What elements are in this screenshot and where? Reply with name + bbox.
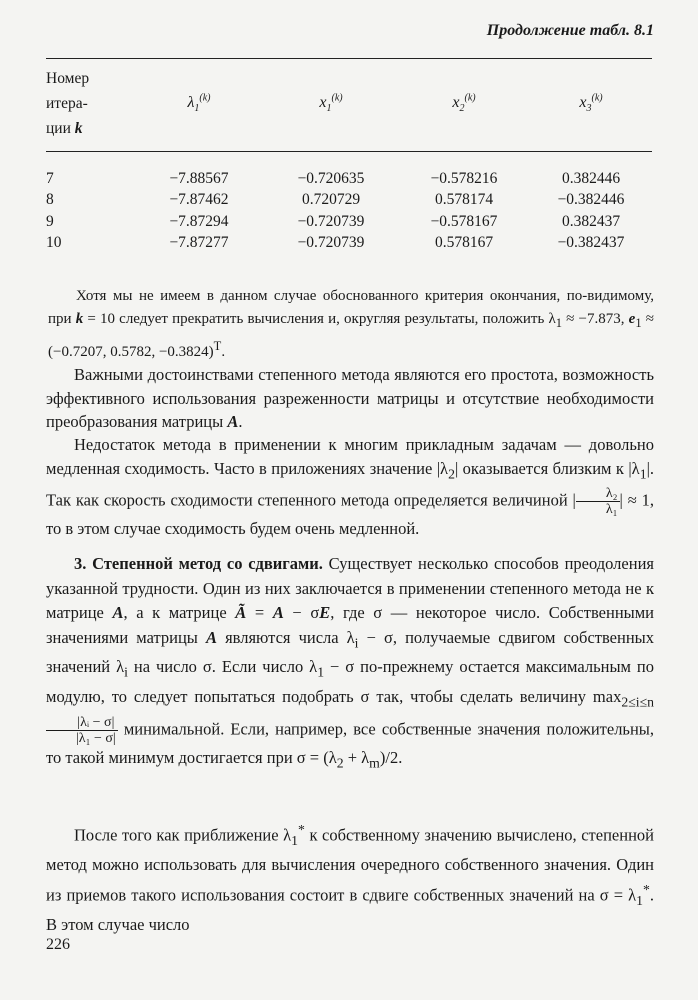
paragraph-disadvantage: Недостаток метода в применении к многим прикладным задачам — довольно медленная сходимость. Часто в приложениях значение $|\lambda_2|$ оказывается близким к $|\lambda_1|$. Так как скорость сходимости степенного метода определяется величиной | $\frac{\text{λ₂}}{\text{λ₁}}$ | ≈ 1, то в этом случае сходимость будем очень медленной. bbox=[46, 435, 655, 539]
table-cell: −0.578167 bbox=[430, 212, 498, 230]
header-k-symbol: k bbox=[74, 119, 83, 137]
header-iteration-number bbox=[46, 59, 134, 152]
table-row bbox=[46, 233, 652, 255]
header-lambda: $\lambda_1^{(k)}$ bbox=[134, 59, 264, 152]
paragraph-advantages: Важными достоинствами степенного метода являются его простота, возможность эффективного использования разреженности матрицы и отсутствие необходимости преобразования матрицы A. bbox=[46, 365, 654, 431]
table-row bbox=[46, 211, 652, 233]
page-number: 226 bbox=[46, 936, 70, 953]
continuation-header: Продолжение табл. 8.1 bbox=[486, 22, 654, 39]
table-header-row bbox=[46, 59, 652, 152]
table-cell: −7.87277 bbox=[169, 234, 229, 252]
table-cell: 0.382437 bbox=[561, 212, 621, 230]
table-cell: 9 bbox=[46, 212, 54, 230]
table-cell: −0.720739 bbox=[297, 212, 365, 230]
table-cell: 0.578167 bbox=[434, 234, 494, 252]
table-cell: −7.87294 bbox=[169, 212, 229, 230]
table-row bbox=[46, 152, 652, 190]
header-x1: $x_1^{(k)}$ bbox=[264, 59, 398, 152]
max-ratio-fraction: $\frac{\text{|λᵢ − σ|}}{\text{|λ₁ − σ|}}$ bbox=[46, 715, 118, 746]
header-line: итера- bbox=[46, 94, 88, 112]
table-cell: 0.578174 bbox=[434, 191, 494, 209]
table-cell: −0.578216 bbox=[430, 169, 498, 187]
header-line: Номер bbox=[46, 69, 90, 87]
table-cell: 0.720729 bbox=[301, 191, 361, 209]
paragraph-shift-method: 3. Степенной метод со сдвигами. Существует несколько способов преодоления указанной трудности. Один из них заключается в применении степенного метода не к матрице A, а к матрице Ã = A − σE, где σ — некоторое число. Собственными значениями матрицы A являются числа $\lambda_i - \sigma$, получаемые сдвигом собственных значений $\lambda_i$ на число σ. Если число $\lambda_1 - \sigma$ по-прежнему остается максимальным по модулю, то следует попытаться подобрать σ так, чтобы сделать величину $\max_{2\le i\le n}$ $\frac{\text{|λᵢ − σ|}}{\text{|λ₁ − σ|}}$ минимальной. Если, например, все собственные значения положительны, то такой минимум достигается при $\sigma = (\lambda_2 + \lambda_m)/2$. bbox=[46, 554, 655, 771]
iteration-table bbox=[46, 58, 652, 254]
paragraph-stopping-criterion: Хотя мы не имеем в данном случае обоснованного критерия окончания, по-видимому, при k = 10 следует прекратить вычисления и, округляя результаты, положить $\lambda_1 \approx -7.873$, $e_1 \approx (-0.7207$, 0.5782, −0.3824)$^T$. bbox=[48, 288, 654, 360]
table-cell: −0.720635 bbox=[297, 169, 365, 187]
table-cell: −0.382446 bbox=[557, 191, 625, 209]
header-x3: $x_3^{(k)}$ bbox=[530, 59, 652, 152]
table-cell: −7.88567 bbox=[169, 169, 229, 187]
table-cell: −0.382437 bbox=[557, 234, 625, 252]
header-x2: $x_2^{(k)}$ bbox=[398, 59, 530, 152]
section-heading: 3. Степенной метод со сдвигами. bbox=[74, 554, 323, 573]
table-cell: 8 bbox=[46, 191, 54, 209]
table-cell: 7 bbox=[46, 169, 54, 187]
paragraph-next-eigenvalue: После того как приближение $\lambda_1^*$ к собственному значению вычислено, степенной метод можно использовать для вычисления очередного собственного значения. Один из приемов такого использования состоит в сдвиге собственных значений на $\sigma = \lambda_1^*$. В этом случае число bbox=[46, 822, 654, 935]
table-cell: −7.87462 bbox=[169, 191, 229, 209]
ratio-fraction: $\frac{\text{λ₂}}{\text{λ₁}}$ bbox=[576, 486, 620, 517]
table-row bbox=[46, 190, 652, 212]
table-cell: 10 bbox=[46, 234, 62, 252]
table-cell: −0.720739 bbox=[297, 234, 365, 252]
header-line: ции bbox=[46, 119, 71, 137]
table-cell: 0.382446 bbox=[561, 169, 621, 187]
